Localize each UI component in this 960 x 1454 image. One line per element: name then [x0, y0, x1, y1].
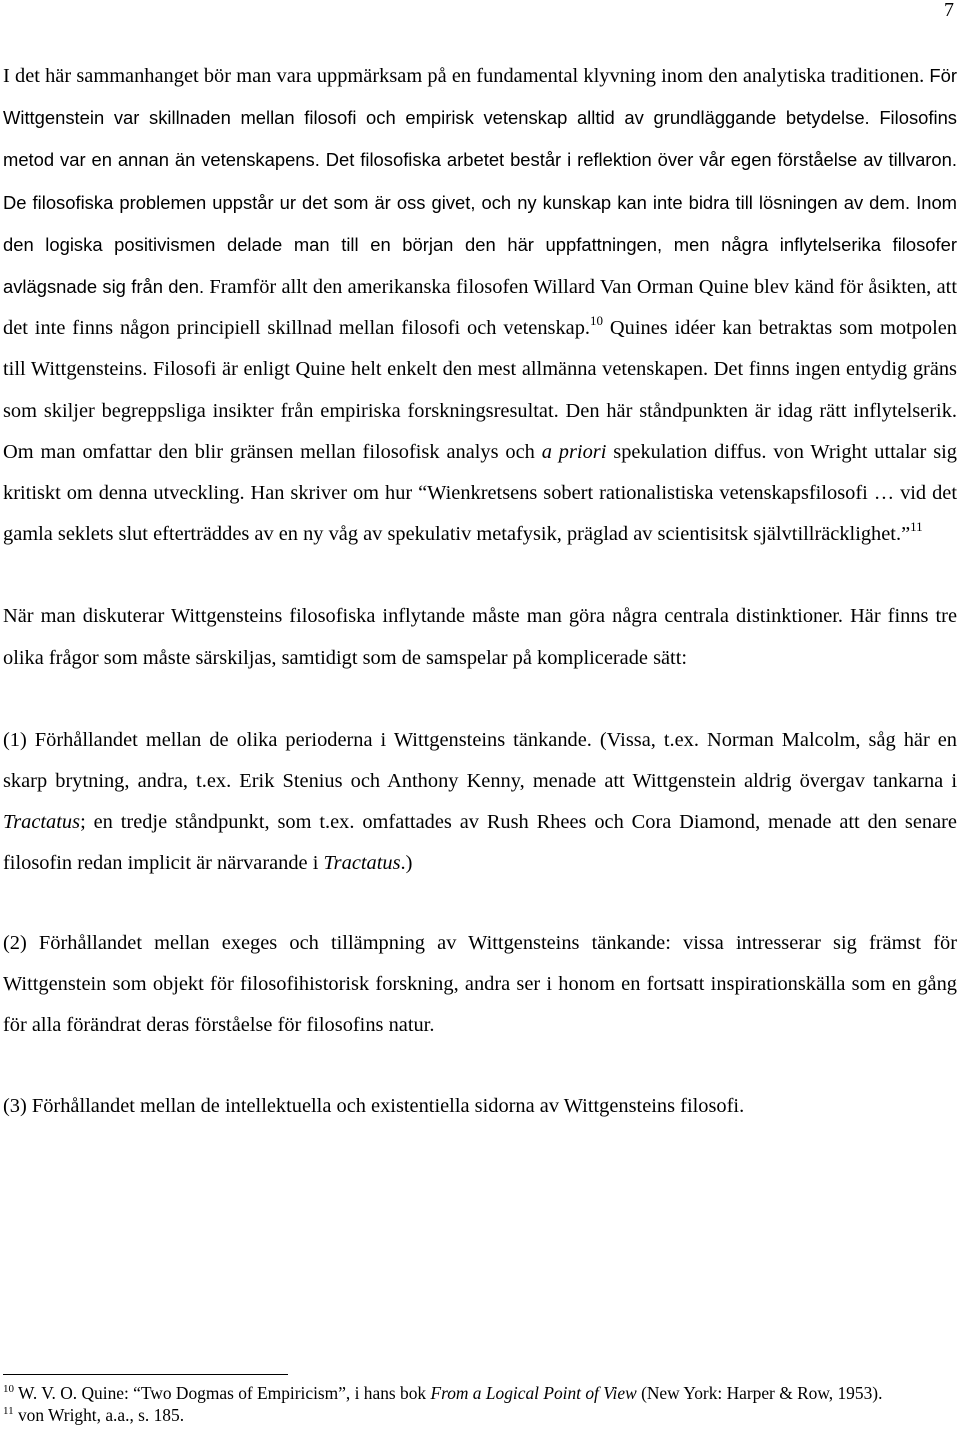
- paragraph-1-part-d: Quines idéer kan betraktas som motpolen till Wittgensteins. Filosofi är enligt Quine helt enkelt den mest allmänna vetenskapen. Det finns ingen entydig gräns som skiljer begreppsliga insikter från empiriska forskningsresultat. Den här ståndpunkten är idag rätt inflytelserik. Om man omfattar den blir gränsen mellan filosofisk analys och: [3, 317, 957, 463]
- paragraph-5: (3) Förhållandet mellan de intellektuella och existentiella sidorna av Wittgensteins filosofi.: [3, 1095, 745, 1118]
- footnote-10-number: 10: [3, 1383, 14, 1395]
- paragraph-3-italic-tractatus-1: Tractatus: [3, 811, 81, 834]
- footnote-10-part-c: (New York: Harper & Row, 1953).: [636, 1383, 883, 1403]
- paragraph-1-italic-a-priori: a priori: [541, 440, 607, 463]
- paragraph-3-part-e: .): [400, 852, 413, 875]
- footnote-10: [3, 1382, 957, 1404]
- paragraph-2: När man diskuterar Wittgensteins filosofiska inflytande måste man göra några centrala distinktioner. Här finns tre olika frågor som måste särskiljas, samtidigt som de samspelar på komplicerade sätt:: [3, 605, 957, 669]
- paragraph-3-part-c: ; en tredje ståndpunkt, som t.ex. omfattades av Rush Rhees och Cora Diamond, menade att den senare filosofin redan implicit är närvarande i: [3, 811, 957, 875]
- footnote-11-number: 11: [3, 1405, 14, 1417]
- paragraph-1-part-f: spekulation diffus. von Wright uttalar sig kritiskt om denna utveckling. Han skriver om hur “Wienkretsens sobert rationalistiska vetenskapsfilosofi … vid det gamla seklets slut efterträddes av en ny våg av spekulativ metafysik, präglad av scientisitsk självtillräcklighet.”: [3, 440, 957, 546]
- footnote-ref-11: 11: [910, 519, 923, 535]
- footnote-11-text: von Wright, a.a., s. 185.: [13, 1405, 185, 1425]
- paragraph-3-italic-tractatus-2: Tractatus: [323, 852, 401, 875]
- paragraph-4: (2) Förhållandet mellan exeges och tillämpning av Wittgensteins tänkande: vissa intresserar sig främst för Wittgenstein som objekt för filosofihistorisk forskning, andra ser i honom en fortsatt inspirationskälla som en gång för alla förändrat deras förståelse för filosofins natur.: [3, 931, 957, 1037]
- paragraph-1-part-c: Framför allt den amerikanska filosofen Willard Van Orman Quine blev känd för åsikten, att det inte finns någon principiell skillnad mellan filosofi och vetenskap.: [3, 276, 957, 340]
- paragraph-1-part-b: För Wittgenstein var skillnaden mellan filosofi och empirisk vetenskap alltid av grundläggande betydelse. Filosofins metod var en annan än vetenskapens. Det filosofiska arbetet består i reflektion över vår egen förståelse av tillvaron. De filosofiska problemen uppstår ur det som är oss givet, och ny kunskap kan inte bidra till lösningen av dem. Inom den logiska positivismen delade man till en början den här uppfattningen, men några inflytelserika filosofer avlägsnade sig från den.: [3, 65, 957, 298]
- footnote-separator: [3, 1374, 288, 1375]
- footnote-10-part-a: W. V. O. Quine: “Two Dogmas of Empiricism”, i hans bok: [14, 1383, 431, 1403]
- footnotes: [3, 1382, 957, 1426]
- page-number: 7: [944, 0, 954, 21]
- paragraph-1-part-a: I det här sammanhanget bör man vara uppmärksam på en fundamental klyvning inom den analytiska traditionen.: [3, 65, 925, 87]
- footnote-10-italic-title: From a Logical Point of View: [430, 1383, 637, 1403]
- paragraph-3: [3, 720, 957, 885]
- paragraph-1: [3, 55, 957, 555]
- footnote-11: [3, 1404, 957, 1426]
- body-text: [3, 55, 957, 1127]
- footnote-ref-10: 10: [590, 313, 604, 329]
- paragraph-3-part-a: (1) Förhållandet mellan de olika perioderna i Wittgensteins tänkande. (Vissa, t.ex. Norman Malcolm, såg här en skarp brytning, andra, t.ex. Erik Stenius och Anthony Kenny, menade att Wittgenstein aldrig övergav tankarna i: [3, 728, 957, 793]
